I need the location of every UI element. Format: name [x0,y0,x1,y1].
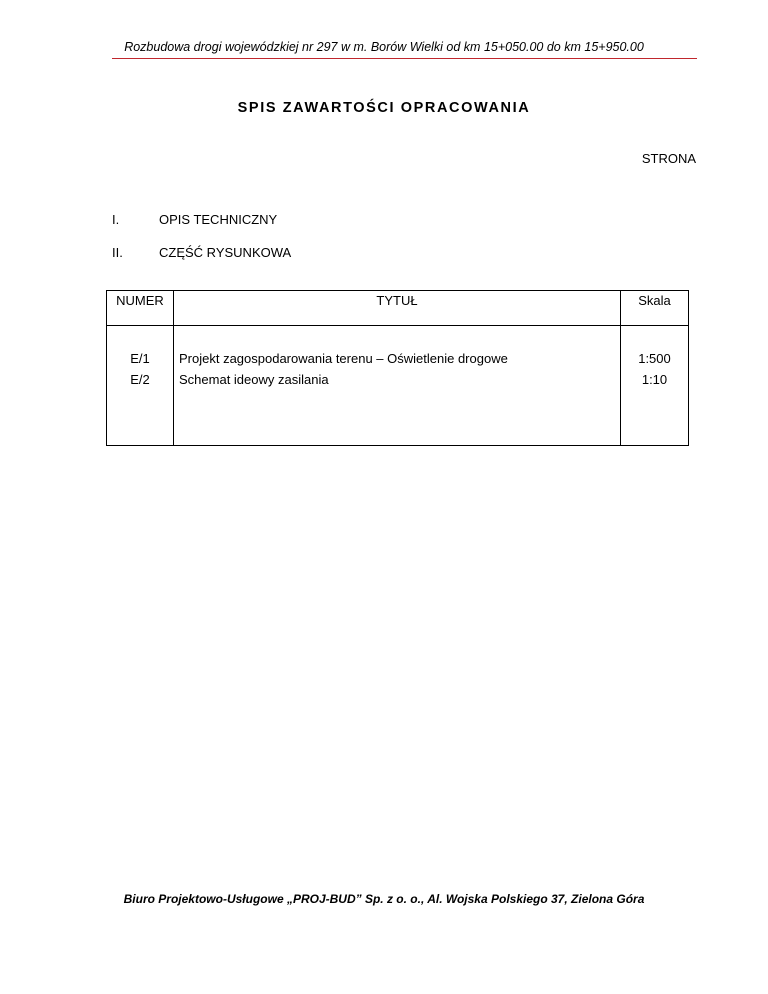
page-column-label: STRONA [641,151,696,166]
drawings-table [106,290,689,446]
cell-scale: 1:10 [621,368,689,394]
section-item [112,212,277,227]
section-number: I. [112,212,120,227]
section-label: CZĘŚĆ RYSUNKOWA [159,245,292,260]
table-filler-row [107,394,689,446]
header-title: TYTUŁ [174,291,621,326]
page-footer: Biuro Projektowo-Usługowe „PROJ-BUD” Sp. z o. o., Al. Wojska Polskiego 37, Zielona Góra [123,892,645,906]
document-title: SPIS ZAWARTOŚCI OPRACOWANIA [237,100,531,116]
cell-number: E/1 [107,326,174,369]
cell-number: E/2 [107,368,174,394]
table-row [107,326,689,369]
page-header: Rozbudowa drogi wojewódzkiej nr 297 w m. Borów Wielki od km 15+050.00 do km 15+950.00 [124,40,644,54]
section-label: OPIS TECHNICZNY [159,212,278,227]
header-number: NUMER [107,291,174,326]
cell-title: Schemat ideowy zasilania [174,368,621,394]
table-row [107,368,689,394]
filler-cell [174,394,621,446]
cell-scale: 1:500 [621,326,689,369]
filler-cell [107,394,174,446]
header-scale: Skala [621,291,689,326]
header-rule [112,58,697,59]
table-header-row [107,291,689,326]
filler-cell [621,394,689,446]
cell-title: Projekt zagospodarowania terenu – Oświetlenie drogowe [174,326,621,369]
section-number: II. [112,245,123,260]
section-item [112,245,291,260]
